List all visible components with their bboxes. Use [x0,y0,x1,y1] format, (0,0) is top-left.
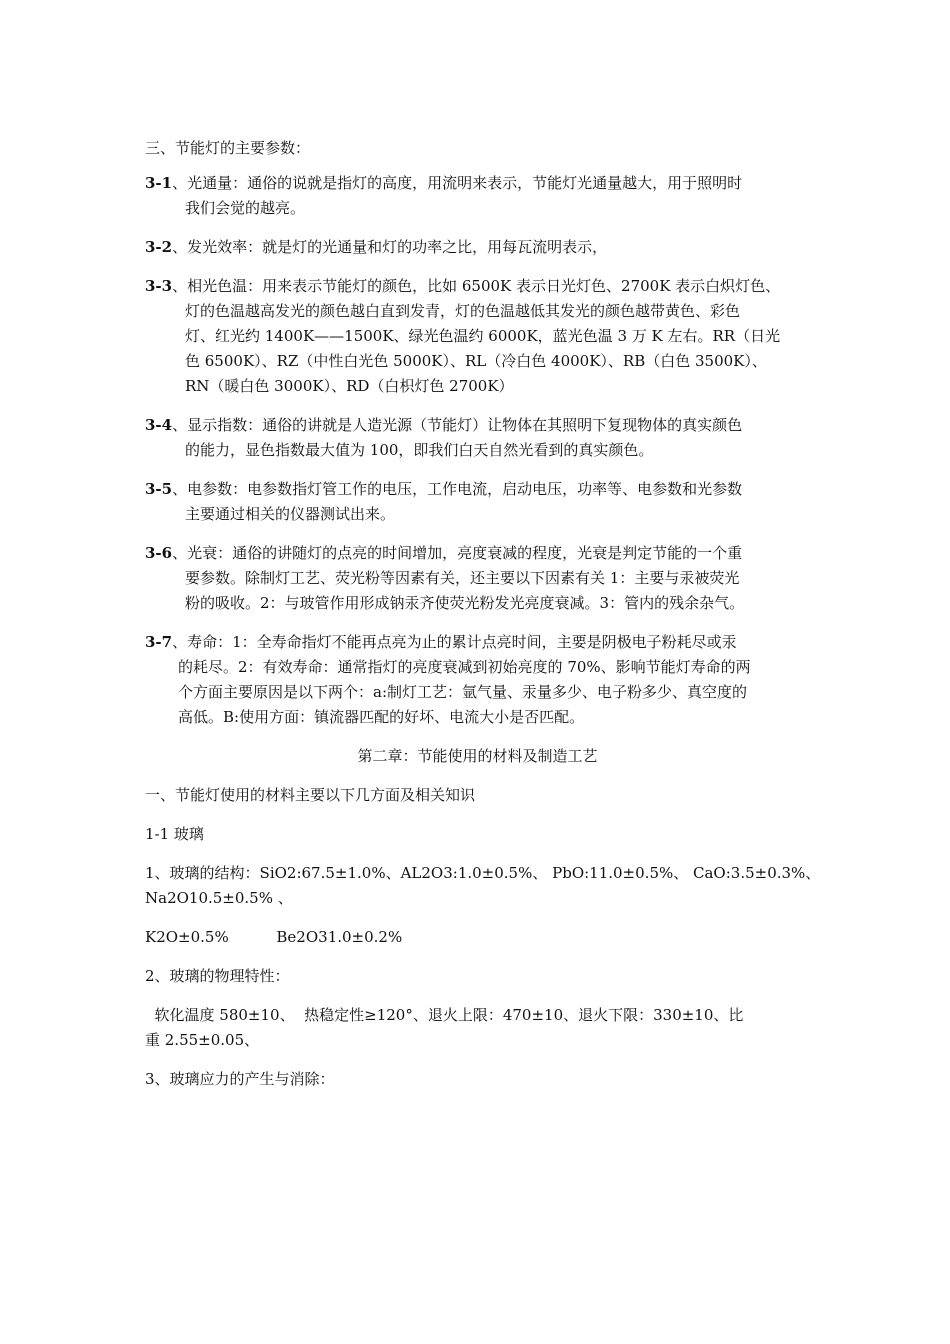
param-item-3-4 [145,413,810,463]
item-number: 3-1 [145,174,173,192]
item-text: 、电参数：电参数指灯管工作的电压，工作电流，启动电压，功率等、电参数和光参数 [172,480,743,498]
glass-structure-line: K2O±0.5% Be2O31.0±0.2% [145,928,403,946]
glass-physical-line: 软化温度 580±10、 热稳定性≥120°、退火上限：470±10、退火下限：330±10、比 [145,1006,744,1024]
glass-subtitle: 1-1 玻璃 [145,825,204,843]
item-text: 要参数。除制灯工艺、荧光粉等因素有关，还主要以下因素有关 1：主要与汞被荧光 [185,569,740,587]
item-text: 主要通过相关的仪器测试出来。 [185,505,396,523]
glass-structure-line: Na2O10.5±0.5% 、 [145,889,293,907]
item-text: 个方面主要原因是以下两个：a:制灯工艺：氩气量、汞量多少、电子粉多少、真空度的 [178,683,748,701]
item-number: 3-7 [145,633,173,651]
item-text: 我们会觉的越亮。 [185,199,306,217]
item-text: 高低。B:使用方面：镇流器匹配的好坏、电流大小是否匹配。 [178,708,585,726]
glass-structure-line: 1、玻璃的结构：SiO2:67.5±1.0%、AL2O3:1.0±0.5%、 PbO:11.0±0.5%、 CaO:3.5±0.3%、 [145,864,821,882]
item-number: 3-2 [145,238,173,256]
materials-intro: 一、节能灯使用的材料主要以下几方面及相关知识 [145,786,476,804]
item-text: 的能力，显色指数最大值为 100，即我们白天自然光看到的真实颜色。 [185,441,654,459]
chapter-2-title: 第二章：节能使用的材料及制造工艺 [357,747,598,765]
item-text: 灯、红光约 1400K——1500K、绿光色温约 6000K，蓝光色温 3 万 K 左右。RR（日光 [185,327,781,345]
param-item-3-3 [145,274,810,399]
item-text: 灯的色温越高发光的颜色越白直到发青，灯的色温越低其发光的颜色越带黄色、彩色 [185,302,741,320]
item-number: 3-3 [145,277,173,295]
document-page [145,136,821,1106]
item-text: 色 6500K）、RZ（中性白光色 5000K）、RL（冷白色 4000K）、RB（白色 3500K）、 [185,352,767,370]
param-item-3-7 [145,630,810,730]
glass-physical-line: 重 2.55±0.05、 [145,1031,260,1049]
item-text: 、光衰：通俗的讲随灯的点亮的时间增加，亮度衰减的程度，光衰是判定节能的一个重 [172,544,743,562]
item-text: 粉的吸收。2：与玻管作用形成钠汞齐使荧光粉发光亮度衰减。3：管内的残余杂气。 [185,594,745,612]
item-text: 、发光效率：就是灯的光通量和灯的功率之比，用每瓦流明表示， [172,238,608,256]
param-item-3-2 [145,235,810,260]
section-3-title: 三、节能灯的主要参数： [145,139,311,157]
item-text: 、相光色温：用来表示节能灯的颜色，比如 6500K 表示日光灯色、2700K 表示白炽灯色、 [172,277,781,295]
item-number: 3-4 [145,416,173,434]
item-text: 的耗尽。2：有效寿命：通常指灯的亮度衰减到初始亮度的 70%、影响节能灯寿命的两 [178,658,751,676]
item-number: 3-6 [145,544,173,562]
glass-stress-title: 3、玻璃应力的产生与消除： [145,1070,335,1088]
param-item-3-1 [145,171,810,221]
glass-physical-title: 2、玻璃的物理特性： [145,967,290,985]
param-item-3-6 [145,541,810,616]
glass-structure [145,861,821,911]
glass-physical-properties [145,1003,810,1053]
item-text: RN（暖白色 3000K）、RD（白枳灯色 2700K） [185,377,514,395]
item-text: 、光通量：通俗的说就是指灯的高度，用流明来表示，节能灯光通量越大，用于照明时 [172,174,743,192]
param-item-3-5 [145,477,810,527]
item-text: 、显示指数：通俗的讲就是人造光源（节能灯）让物体在其照明下复现物体的真实颜色 [172,416,743,434]
item-text: 、寿命：1：全寿命指灯不能再点亮为止的累计点亮时间，主要是阴极电子粉耗尽或汞 [172,633,737,651]
item-number: 3-5 [145,480,173,498]
